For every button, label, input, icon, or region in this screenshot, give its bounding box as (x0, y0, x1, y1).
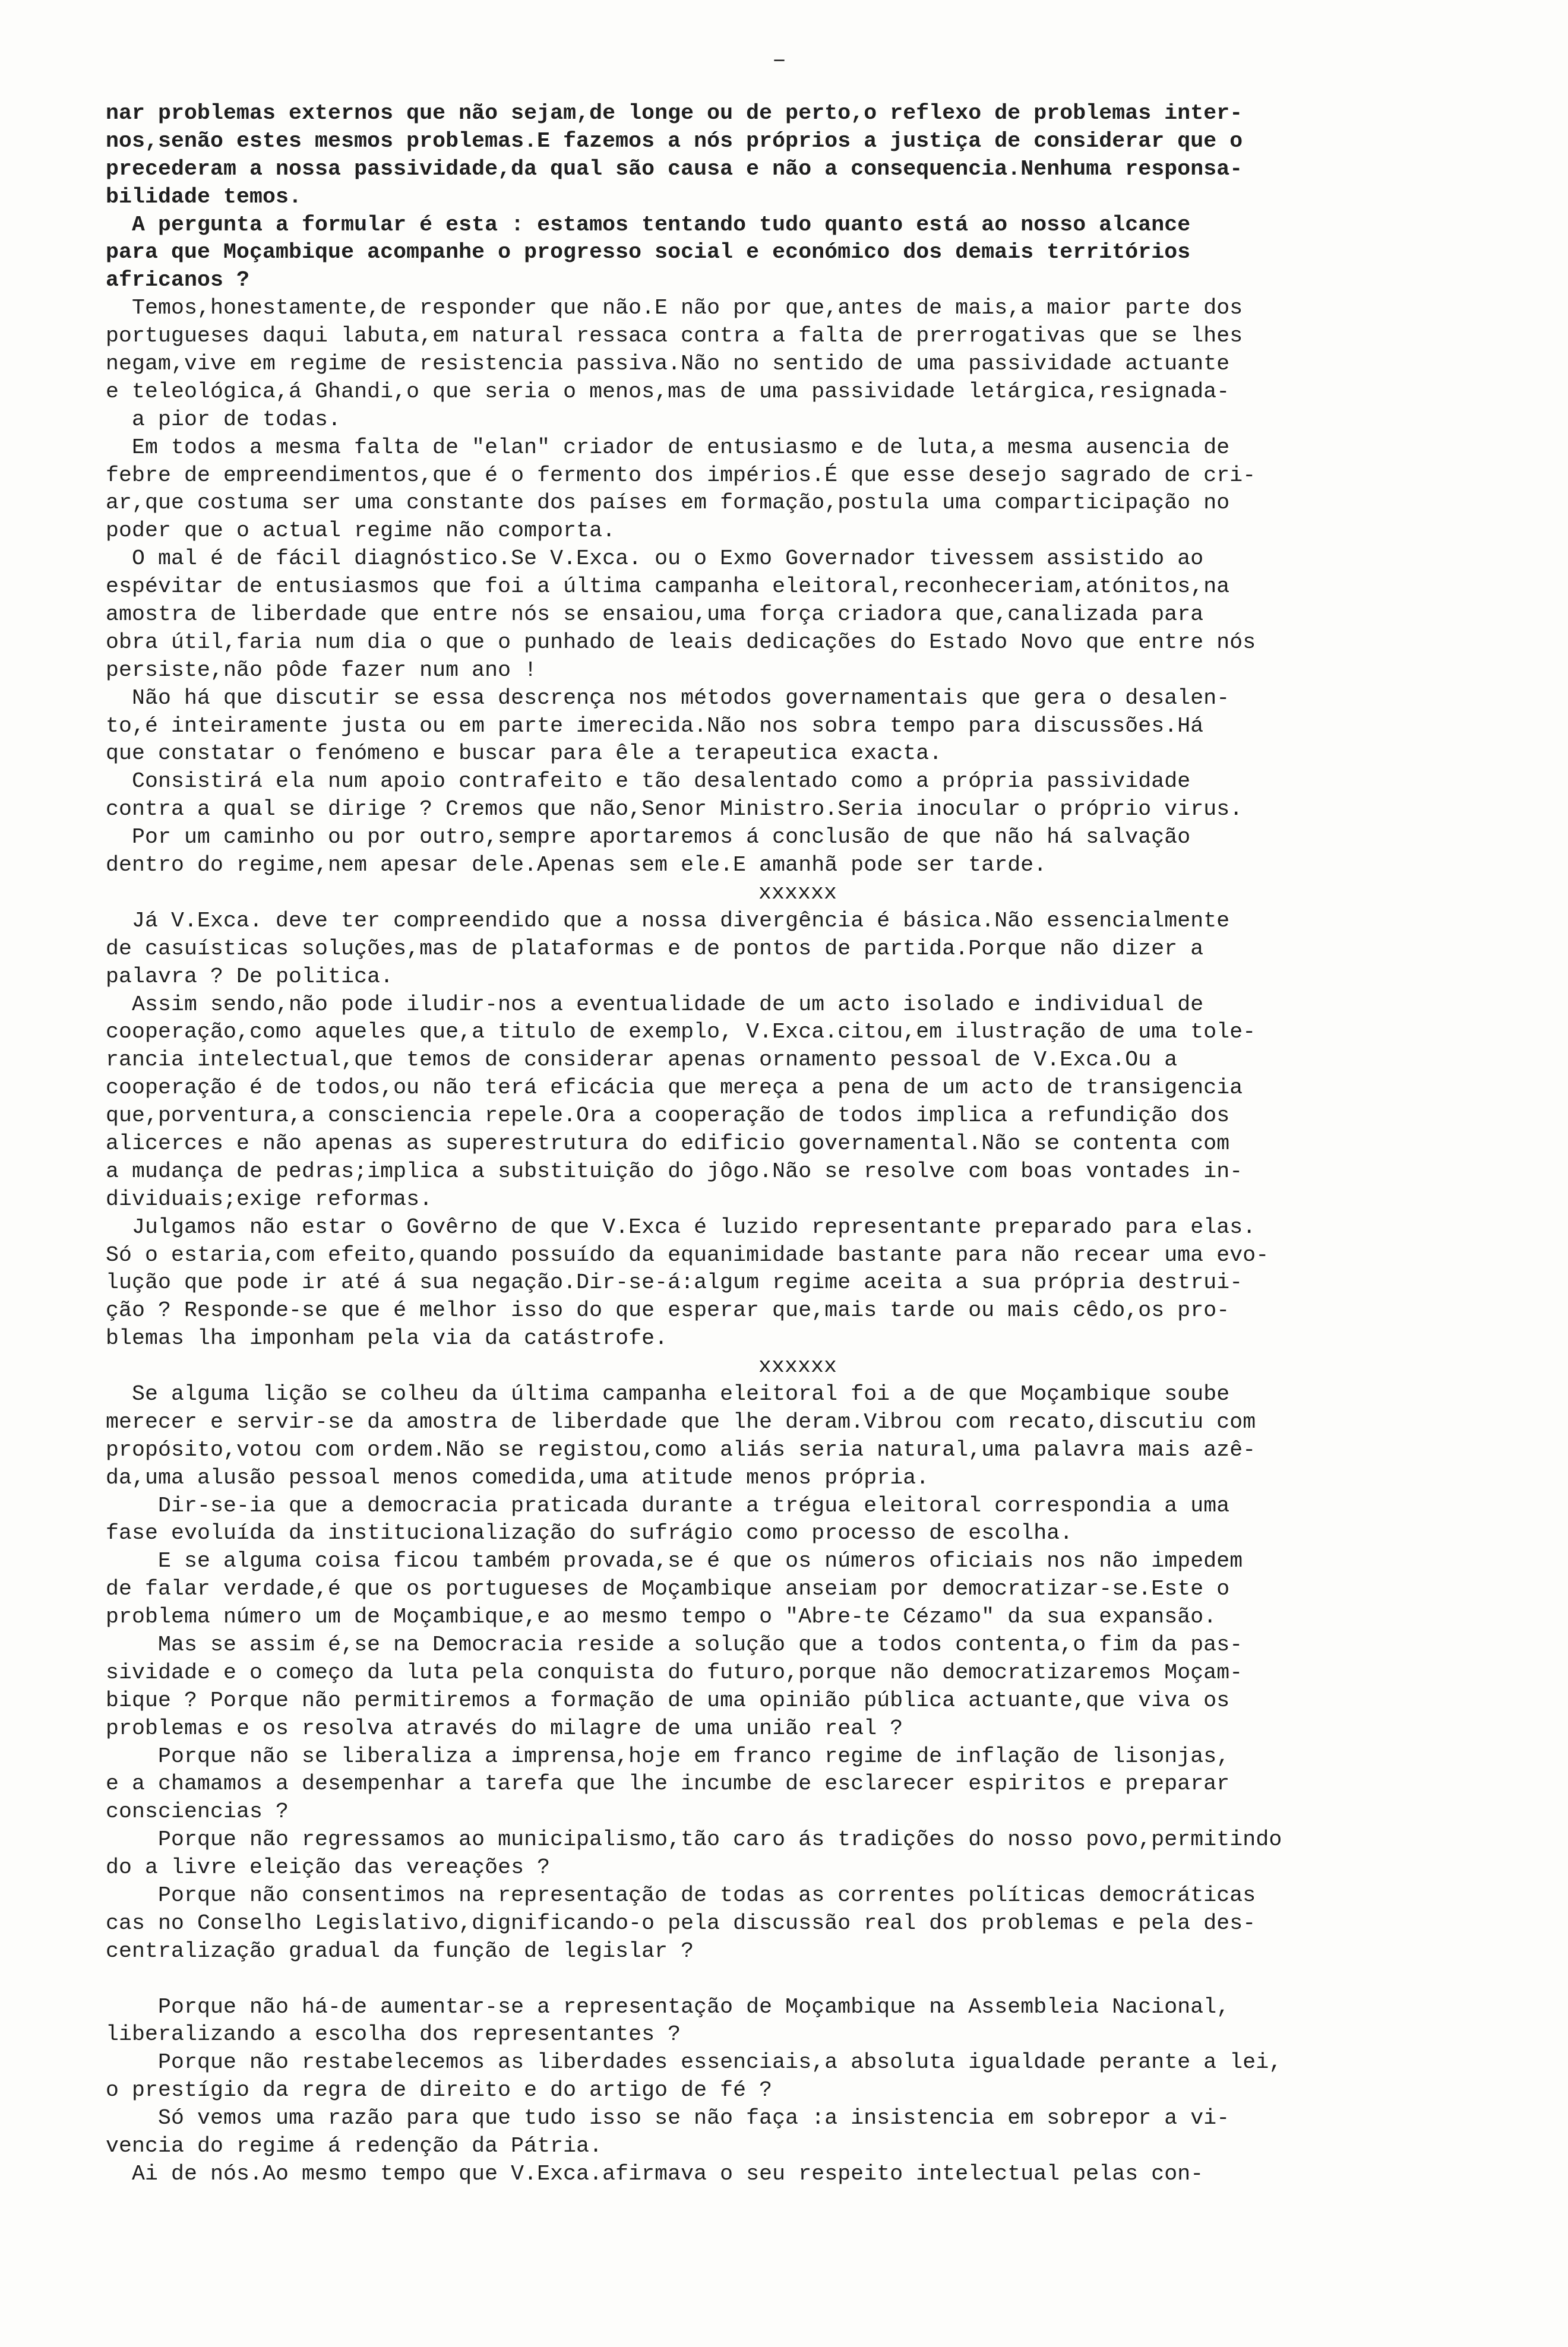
text-line: O mal é de fácil diagnóstico.Se V.Exca. ou o Exmo Governador tivessem assistido ao (106, 546, 1204, 571)
text-line: fase evoluída da institucionalização do sufrágio como processo de escolha. (106, 1521, 1073, 1546)
text-line: Se alguma lição se colheu da última campanha eleitoral foi a de que Moçambique soube (106, 1381, 1230, 1406)
text-line: Assim sendo,não pode iludir-nos a eventualidade de um acto isolado e individual de (106, 992, 1204, 1017)
text-line: Mas se assim é,se na Democracia reside a solução que a todos contenta,o fim da pas- (106, 1632, 1243, 1657)
text-line: Porque não se liberaliza a imprensa,hoje em franco regime de inflação de lisonjas, (106, 1744, 1230, 1769)
text-line (106, 1966, 1490, 1994)
text-line: contra a qual se dirige ? Cremos que não,Senor Ministro.Seria inocular o próprio virus. (106, 797, 1243, 822)
text-line: merecer e servir-se da amostra de liberdade que lhe deram.Vibrou com recato,discutiu com (106, 1409, 1256, 1434)
text-line: Só vemos uma razão para que tudo isso se não faça :a insistencia em sobrepor a vi- (106, 2106, 1230, 2131)
text-line: dentro do regime,nem apesar dele.Apenas sem ele.E amanhã pode ser tarde. (106, 853, 1047, 878)
text-line: Porque não há-de aumentar-se a representação de Moçambique na Assembleia Nacional, (106, 1994, 1230, 2019)
text-line: que constatar o fenómeno e buscar para êle a terapeutica exacta. (106, 741, 943, 766)
section-separator: xxxxxx (758, 1354, 837, 1379)
text-line: A pergunta a formular é esta : estamos tentando tudo quanto está ao nosso alcance (106, 212, 1191, 237)
text-line: Por um caminho ou por outro,sempre aportaremos á conclusão de que não há salvação (106, 825, 1191, 850)
text-line: cas no Conselho Legislativo,dignificando-o pela discussão real dos problemas e pela des- (106, 1911, 1256, 1935)
text-line: de casuísticas soluções,mas de plataformas e de pontos de partida.Porque não dizer a (106, 936, 1204, 961)
text-line: persiste,não pôde fazer num ano ! (106, 657, 538, 682)
text-line: problema número um de Moçambique,e ao mesmo tempo o "Abre-te Cézamo" da sua expansão. (106, 1605, 1217, 1630)
text-line: e teleológica,á Ghandi,o que seria o menos,mas de uma passividade letárgica,resignada- (106, 379, 1230, 404)
text-line: nos,senão estes mesmos problemas.E fazemos a nós próprios a justiça de considerar que o (106, 128, 1243, 153)
text-line: vencia do regime á redenção da Pátria. (106, 2134, 603, 2159)
text-line: Porque não restabelecemos as liberdades essenciais,a absoluta igualdade perante a lei, (106, 2050, 1282, 2075)
text-line: Porque não consentimos na representação de todas as correntes políticas democráticas (106, 1883, 1256, 1908)
text-line: liberalizando a escolha dos representantes ? (106, 2022, 681, 2047)
text-line: obra útil,faria num dia o que o punhado de leais dedicações do Estado Novo que entre nós (106, 630, 1256, 654)
text-line: ção ? Responde-se que é melhor isso do que esperar que,mais tarde ou mais cêdo,os pro- (106, 1298, 1230, 1323)
text-line: Temos,honestamente,de responder que não.E não por que,antes de mais,a maior parte dos (106, 296, 1243, 321)
text-line: Dir-se-ia que a democracia praticada durante a trégua eleitoral correspondia a uma (106, 1493, 1230, 1518)
text-line: centralização gradual da função de legislar ? (106, 1938, 694, 1963)
text-line: Julgamos não estar o Govêrno de que V.Exca é luzido representante preparado para elas. (106, 1214, 1256, 1239)
text-line: precederam a nossa passividade,da qual são causa e não a consequencia.Nenhuma responsa- (106, 156, 1243, 181)
text-line: nar problemas externos que não sejam,de longe ou de perto,o reflexo de problemas inter- (106, 101, 1243, 125)
text-line: do a livre eleição das vereações ? (106, 1855, 551, 1880)
text-line: consciencias ? (106, 1799, 289, 1824)
text-line: blemas lha imponham pela via da catástrofe. (106, 1326, 668, 1351)
text-line: africanos ? (106, 268, 250, 293)
text-line: da,uma alusão pessoal menos comedida,uma atitude menos própria. (106, 1465, 930, 1490)
text-line: bilidade temos. (106, 184, 302, 209)
text-line: palavra ? De politica. (106, 964, 394, 989)
text-line: problemas e os resolva através do milagre de uma união real ? (106, 1716, 903, 1741)
text-line: cooperação,como aqueles que,a titulo de exemplo, V.Exca.citou,em ilustração de uma tole- (106, 1020, 1256, 1045)
text-line: Consistirá ela num apoio contrafeito e tão desalentado como a própria passividade (106, 769, 1191, 794)
text-line: alicerces e não apenas as superestrutura do edificio governamental.Não se contenta com (106, 1131, 1230, 1156)
text-line: a pior de todas. (106, 407, 342, 432)
text-line: to,é inteiramente justa ou em parte imerecida.Não nos sobra tempo para discussões.Há (106, 713, 1204, 738)
text-line: o prestígio da regra de direito e do artigo de fé ? (106, 2078, 773, 2103)
text-line: Porque não regressamos ao municipalismo,tão caro ás tradições do nosso povo,permitindo (106, 1827, 1282, 1852)
text-line: Já V.Exca. deve ter compreendido que a nossa divergência é básica.Não essencialmente (106, 908, 1230, 933)
text-line: dividuais;exige reformas. (106, 1187, 433, 1212)
text-line: a mudança de pedras;implica a substituição do jôgo.Não se resolve com boas vontades in- (106, 1159, 1243, 1184)
text-line: E se alguma coisa ficou também provada,se é que os números oficiais nos não impedem (106, 1549, 1243, 1574)
text-line: negam,vive em regime de resistencia passiva.Não no sentido de uma passividade actuante (106, 352, 1230, 377)
text-line: espévitar de entusiasmos que foi a última campanha eleitoral,reconheceriam,atónitos,na (106, 574, 1230, 599)
text-line: cooperação é de todos,ou não terá eficácia que mereça a pena de um acto de transigencia (106, 1076, 1243, 1100)
text-line: de falar verdade,é que os portugueses de Moçambique anseiam por democratizar-se.Este o (106, 1577, 1230, 1602)
text-line: bique ? Porque não permitiremos a formação de uma opinião pública actuante,que viva os (106, 1688, 1230, 1713)
text-line: Não há que discutir se essa descrença nos métodos governamentais que gera o desalen- (106, 685, 1230, 710)
text-line: portugueses daqui labuta,em natural ressaca contra a falta de prerrogativas que se lhes (106, 324, 1243, 349)
text-line: amostra de liberdade que entre nós se ensaiou,uma força criadora que,canalizada para (106, 602, 1204, 627)
text-line: Ai de nós.Ao mesmo tempo que V.Exca.afirmava o seu respeito intelectual pelas con- (106, 2161, 1204, 2186)
text-line: e a chamamos a desempenhar a tarefa que lhe incumbe de esclarecer espiritos e preparar (106, 1772, 1230, 1796)
text-line: sividade e o começo da luta pela conquista do futuro,porque não democratizaremos Moçam- (106, 1660, 1243, 1685)
text-line: poder que o actual regime não comporta. (106, 518, 616, 543)
page-marker: – (772, 48, 787, 74)
text-line: rancia intelectual,que temos de considerar apenas ornamento pessoal de V.Exca.Ou a (106, 1048, 1178, 1073)
text-line: propósito,votou com ordem.Não se registou,como aliás seria natural,uma palavra mais azê- (106, 1437, 1256, 1462)
text-line: Só o estaria,com efeito,quando possuído da equanimidade bastante para não recear uma evo- (106, 1242, 1269, 1267)
text-line: lução que pode ir até á sua negação.Dir-se-á:algum regime aceita a sua própria destrui- (106, 1270, 1243, 1295)
text-line: febre de empreendimentos,que é o fermento dos impérios.É que esse desejo sagrado de cri- (106, 463, 1256, 488)
text-line: para que Moçambique acompanhe o progresso social e económico dos demais territórios (106, 240, 1191, 265)
letter-body (106, 100, 1490, 2188)
text-line: Em todos a mesma falta de "elan" criador de entusiasmo e de luta,a mesma ausencia de (106, 435, 1230, 460)
text-line: que,porventura,a consciencia repele.Ora a cooperação de todos implica a refundição dos (106, 1103, 1230, 1128)
section-separator: xxxxxx (758, 880, 837, 905)
text-line: ar,que costuma ser uma constante dos países em formação,postula uma comparticipação no (106, 491, 1230, 515)
